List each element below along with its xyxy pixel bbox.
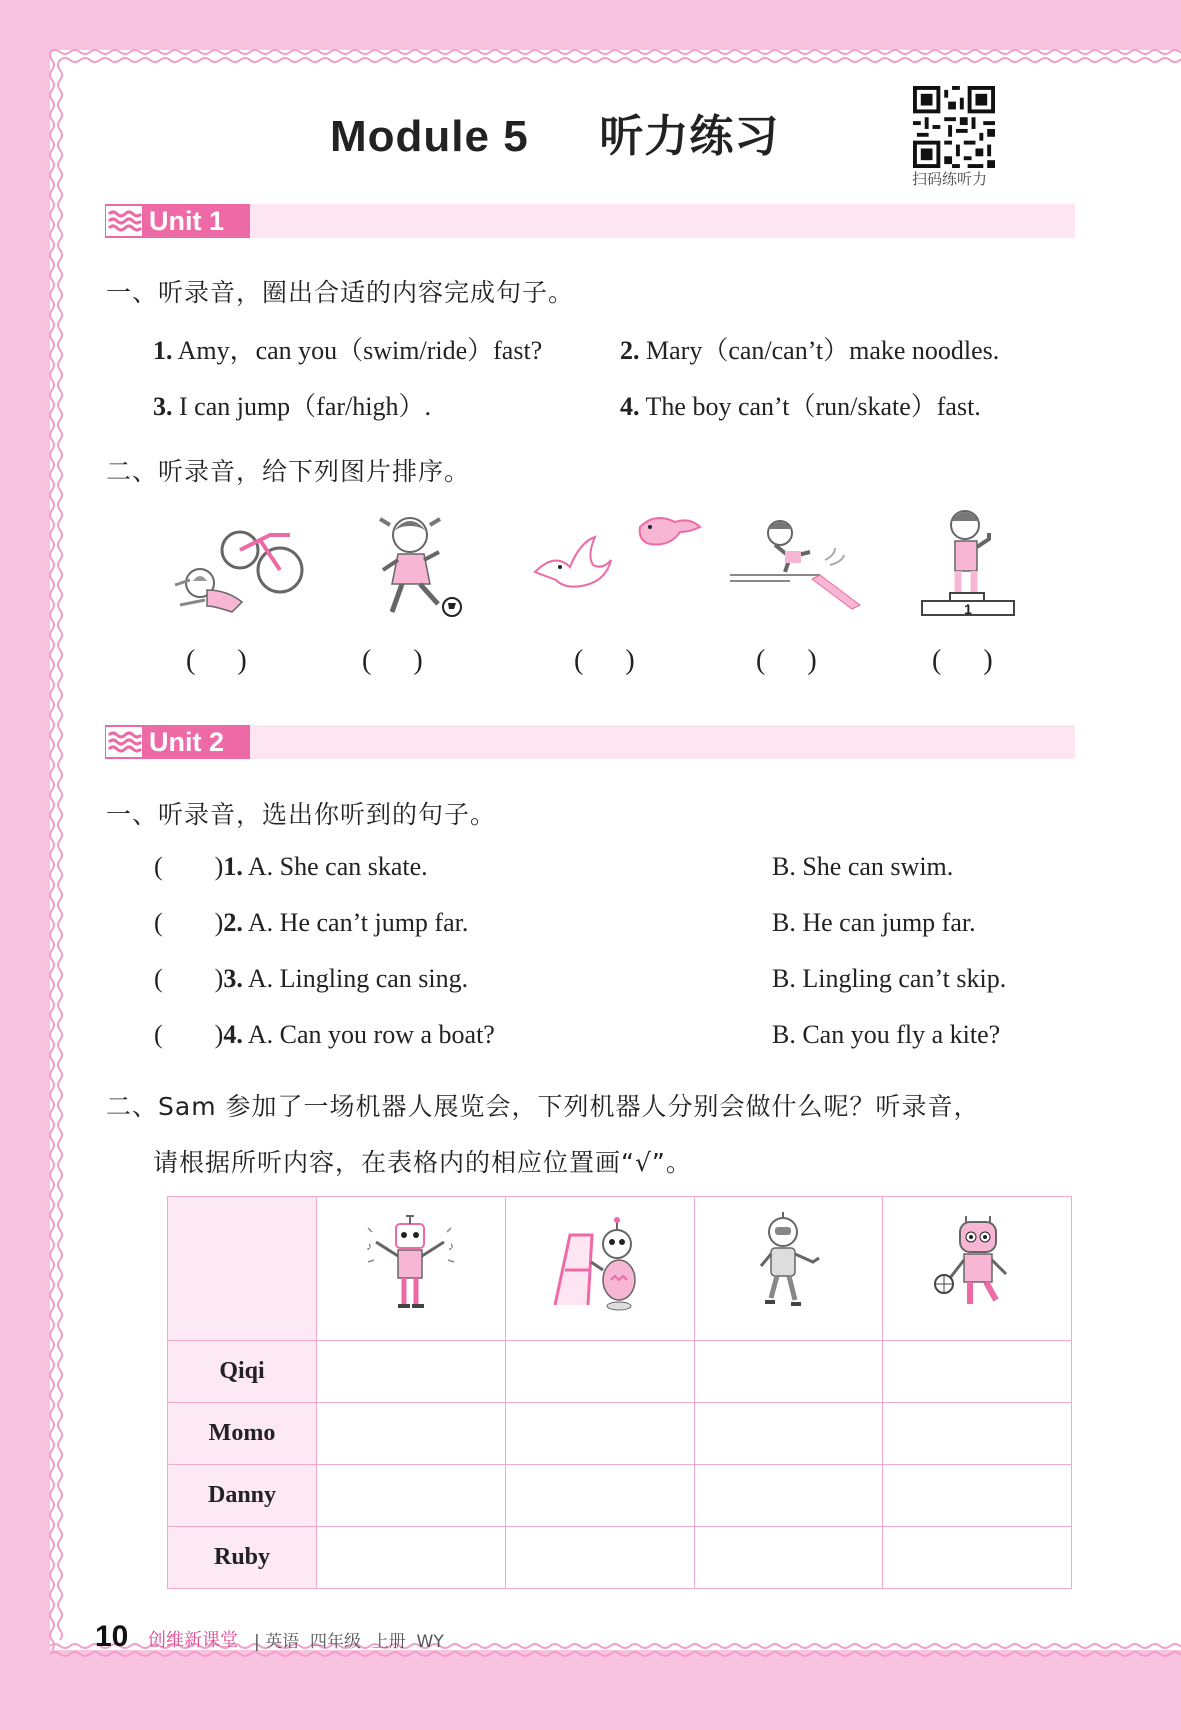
unit1-tag [105,204,250,238]
row-header-qiqi: Qiqi [168,1341,317,1403]
u2-s1-item-2: ( )2. A. He can’t jump far. [154,908,469,937]
row-header-momo: Momo [168,1403,317,1465]
row-header-danny: Danny [168,1465,317,1527]
answer-cell[interactable] [883,1465,1072,1527]
unit2-bar [105,725,1075,759]
boy-on-podium-picture [920,505,1020,620]
qr-code-icon[interactable] [913,86,995,168]
podium-number: 1 [964,601,972,617]
answer-cell[interactable] [694,1465,883,1527]
boy-diving-pool-picture [730,515,870,615]
u2-s2-heading-line1: 二、Sam 参加了一场机器人展览会，下列机器人分别会做什么呢？听录音， [106,1092,980,1121]
robot-drawing-cell [505,1197,694,1341]
answer-cell[interactable] [694,1527,883,1589]
footer-brand: 创维新课堂 [148,1630,238,1651]
answer-cell[interactable] [317,1527,506,1589]
footer-info: | 英语 四年级 上册 WY [254,1632,444,1652]
u1-s1-item-4: 4. The boy can’t（run/skate）fast. [620,392,981,421]
robot-drawing-icon [545,1210,655,1320]
u2-s1-item-1: ( )1. A. She can skate. [154,852,428,881]
svg-text:♪: ♪ [365,1239,372,1253]
u2-s1-item-2-b: B. He can jump far. [772,908,976,937]
robot-running-icon [733,1210,843,1320]
order-blank-1[interactable]: ( ) [186,645,247,676]
robot-ball-cell [883,1197,1072,1341]
answer-cell[interactable] [694,1403,883,1465]
u2-s1-item-4: ( )4. A. Can you row a boat? [154,1020,495,1049]
robot-ability-table [167,1196,1072,1589]
answer-cell[interactable] [317,1465,506,1527]
u2-s2-heading-line2: 请根据所听内容，在表格内的相应位置画“√”。 [153,1148,692,1177]
waves-icon [105,725,143,759]
waves-icon [105,204,143,238]
answer-blank[interactable]: ( ) [154,908,224,937]
u1-s1-item-3: 3. I can jump（far/high）. [153,392,431,421]
page-title [330,100,779,164]
u1-s2-heading: 二、听录音，给下列图片排序。 [106,457,471,486]
answer-cell[interactable] [505,1403,694,1465]
u1-s1-item-1: 1. Amy，can you（swim/ride）fast? [153,336,543,365]
robot-singing-cell [317,1197,506,1341]
u1-s1-heading: 一、听录音，圈出合适的内容完成句子。 [106,278,575,307]
birds-flying-picture [530,512,705,612]
u2-s1-item-4-b: B. Can you fly a kite? [772,1020,1001,1049]
table-corner [168,1197,317,1341]
row-header-ruby: Ruby [168,1527,317,1589]
boy-fell-off-bike-picture [165,525,315,620]
answer-blank[interactable]: ( ) [154,852,224,881]
answer-cell[interactable] [883,1341,1072,1403]
title-chinese: 听力练习 [599,111,780,162]
unit2-tag [105,725,250,759]
order-blank-5[interactable]: ( ) [932,645,993,676]
answer-cell[interactable] [317,1403,506,1465]
robot-playing-ball-icon [922,1210,1032,1320]
answer-blank[interactable]: ( ) [154,964,224,993]
u2-s1-item-3-b: B. Lingling can’t skip. [772,964,1007,993]
svg-text:♪: ♪ [447,1239,454,1253]
answer-cell[interactable] [883,1527,1072,1589]
unit1-bar [105,204,1075,238]
answer-cell[interactable] [505,1341,694,1403]
answer-blank[interactable]: ( ) [154,1020,224,1049]
order-blank-3[interactable]: ( ) [574,645,635,676]
unit1-label: Unit 1 [149,205,225,236]
robot-singing-icon [356,1210,466,1320]
answer-cell[interactable] [505,1465,694,1527]
answer-cell[interactable] [694,1341,883,1403]
robot-running-cell [694,1197,883,1341]
order-blank-4[interactable]: ( ) [756,645,817,676]
order-blank-2[interactable]: ( ) [362,645,423,676]
qr-label: 扫码练听力 [912,170,988,188]
unit2-label: Unit 2 [149,726,225,757]
answer-cell[interactable] [505,1527,694,1589]
answer-cell[interactable] [883,1403,1072,1465]
answer-cell[interactable] [317,1341,506,1403]
girl-kicking-football-picture [360,510,470,620]
module-number: Module 5 [330,112,529,161]
u2-s1-item-3: ( )3. A. Lingling can sing. [154,964,469,993]
u1-s1-item-2: 2. Mary（can/can’t）make noodles. [620,336,1000,365]
u2-s1-item-1-b: B. She can swim. [772,852,954,881]
u2-s1-heading: 一、听录音，选出你听到的句子。 [106,800,497,829]
page-number: 10 [95,1620,129,1653]
